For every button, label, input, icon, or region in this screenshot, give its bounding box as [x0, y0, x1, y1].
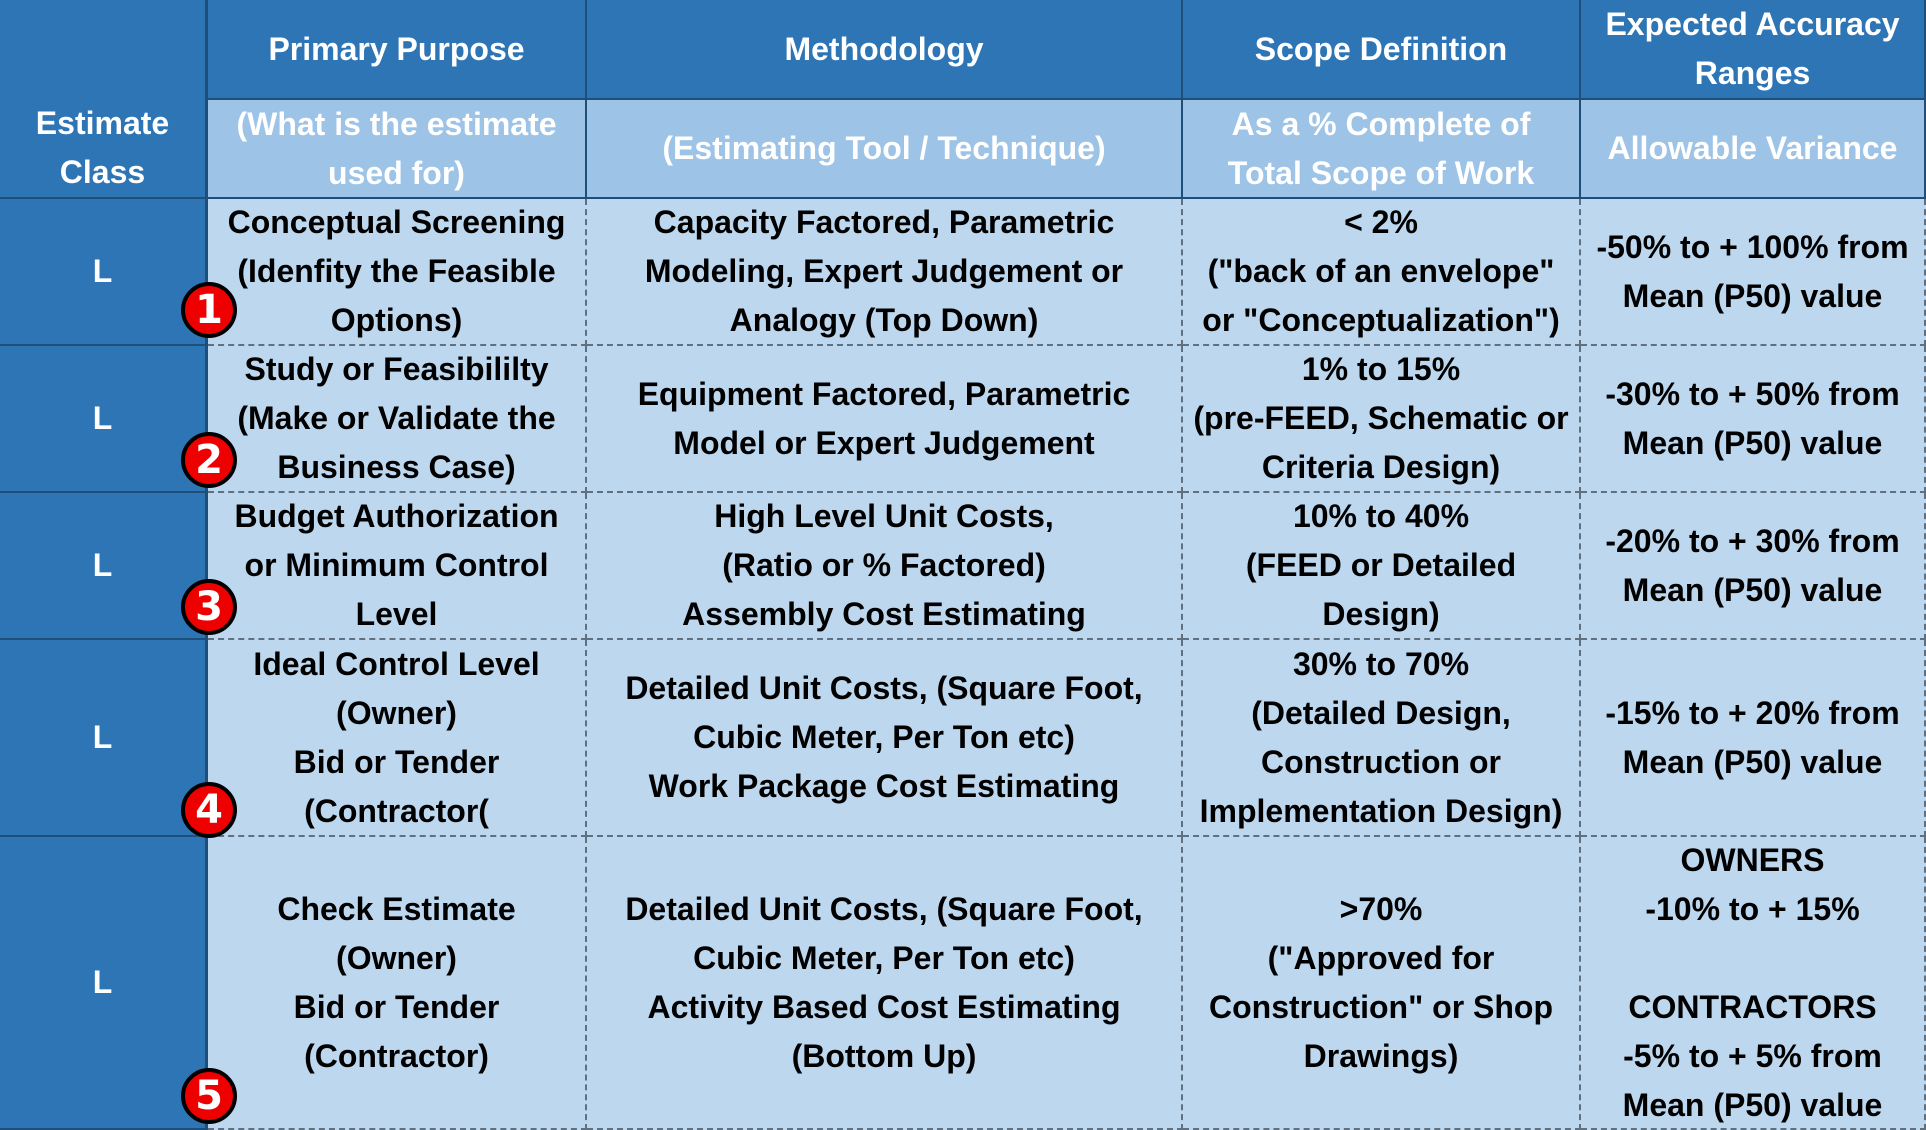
primary-purpose-cell-line: (Owner)	[336, 694, 457, 731]
level-label-line: L	[92, 964, 113, 1000]
scope-definition-cell-line: Construction" or Shop	[1208, 988, 1554, 1025]
primary-purpose-cell-line: Business Case)	[277, 449, 516, 485]
expected-accuracy-cell-line: Mean (P50) value	[1622, 1086, 1883, 1123]
primary-purpose-cell-line: or Minimum Control	[244, 547, 549, 583]
primary-purpose-cell-line: (Owner)	[336, 939, 457, 976]
primary-purpose-cell-line: Ideal Control Level	[253, 645, 540, 682]
expected-accuracy-cell-line: -10% to + 15%	[1645, 890, 1860, 927]
level-label-line: L	[92, 719, 113, 755]
methodology-cell-line: Cubic Meter, Per Ton etc)	[693, 719, 1075, 755]
primary-purpose-cell	[208, 837, 587, 1130]
methodology-cell-line: Cubic Meter, Per Ton etc)	[693, 939, 1075, 976]
level-number-badge: 4	[181, 782, 237, 838]
primary-purpose-subheader	[208, 100, 587, 199]
primary-purpose-cell	[208, 199, 587, 346]
level-label-line: L	[92, 400, 113, 436]
level-label	[0, 199, 208, 346]
primary-purpose-subheader-line: used for)	[328, 154, 465, 191]
scope-definition-cell	[1183, 346, 1581, 493]
expected-accuracy-cell-line: Mean (P50) value	[1622, 277, 1883, 314]
methodology-cell-line: Equipment Factored, Parametric	[637, 375, 1131, 412]
methodology-header-line: Methodology	[784, 30, 984, 67]
scope-definition-cell	[1183, 640, 1581, 837]
methodology-cell-line: Work Package Cost Estimating	[648, 768, 1120, 804]
methodology-cell-line: Detailed Unit Costs, (Square Foot,	[625, 890, 1143, 927]
estimate-class-header-line: Estimate	[35, 105, 170, 141]
scope-definition-header-line: Scope Definition	[1254, 30, 1508, 67]
primary-purpose-cell-line: (Contractor)	[304, 1037, 489, 1074]
primary-purpose-cell-line: Check Estimate	[277, 890, 516, 927]
primary-purpose-cell-line: Bid or Tender	[293, 743, 500, 780]
methodology-cell-line: Modeling, Expert Judgement or	[644, 253, 1124, 289]
primary-purpose-cell	[208, 346, 587, 493]
scope-definition-header	[1183, 0, 1581, 100]
scope-definition-subheader-line: As a % Complete of	[1231, 105, 1531, 142]
expected-accuracy-cell-line: -30% to + 50% from	[1605, 375, 1900, 412]
expected-accuracy-cell-line: CONTRACTORS	[1628, 988, 1877, 1025]
scope-definition-cell-line: ("back of an envelope"	[1207, 253, 1555, 289]
methodology-cell-line: High Level Unit Costs,	[714, 498, 1054, 534]
level-label	[0, 837, 208, 1130]
scope-definition-cell-line: Design)	[1322, 596, 1440, 632]
level-number-badge: 3	[181, 579, 237, 635]
primary-purpose-cell-line: Budget Authorization	[234, 498, 559, 534]
expected-accuracy-cell-line: -15% to + 20% from	[1605, 694, 1900, 731]
scope-definition-cell-line: (Detailed Design,	[1251, 694, 1511, 731]
expected-accuracy-cell-line	[1748, 934, 1757, 983]
expected-accuracy-cell	[1581, 346, 1926, 493]
methodology-cell-line: Capacity Factored, Parametric	[653, 204, 1115, 240]
scope-definition-cell-line: < 2%	[1344, 204, 1418, 240]
scope-definition-cell-line: (pre-FEED, Schematic or	[1193, 400, 1569, 436]
primary-purpose-cell-line: (Contractor(	[304, 792, 489, 829]
scope-definition-cell-line: ("Approved for	[1267, 939, 1495, 976]
expected-accuracy-cell	[1581, 199, 1926, 346]
primary-purpose-cell-line: Study or Feasibililty	[244, 351, 549, 387]
primary-purpose-subheader-line: (What is the estimate	[236, 105, 557, 142]
scope-definition-cell-line: 30% to 70%	[1292, 645, 1470, 682]
expected-accuracy-cell-line: Mean (P50) value	[1622, 424, 1883, 461]
methodology-cell-line: (Bottom Up)	[791, 1037, 977, 1074]
expected-accuracy-cell	[1581, 837, 1926, 1130]
scope-definition-cell-line: (FEED or Detailed	[1245, 547, 1517, 583]
scope-definition-cell-line: Implementation Design)	[1199, 792, 1563, 829]
primary-purpose-header	[208, 0, 587, 100]
level-label	[0, 640, 208, 837]
scope-definition-cell-line: or "Conceptualization")	[1202, 302, 1560, 338]
scope-definition-cell-line: >70%	[1339, 890, 1423, 927]
scope-definition-cell-line: Criteria Design)	[1261, 449, 1501, 485]
scope-definition-cell-line: 1% to 15%	[1301, 351, 1461, 387]
scope-definition-subheader-line: Total Scope of Work	[1227, 154, 1535, 191]
expected-accuracy-cell-line: OWNERS	[1680, 841, 1825, 878]
expected-accuracy-cell-line: -50% to + 100% from	[1596, 228, 1909, 265]
primary-purpose-cell	[208, 493, 587, 640]
expected-accuracy-cell-line: Mean (P50) value	[1622, 743, 1883, 780]
primary-purpose-cell-line: Level	[355, 596, 438, 632]
methodology-header	[587, 0, 1183, 100]
methodology-cell	[587, 640, 1183, 837]
primary-purpose-cell-line: Conceptual Screening	[227, 204, 566, 240]
level-label-line: L	[92, 547, 113, 583]
expected-accuracy-cell-line: -20% to + 30% from	[1605, 522, 1900, 559]
methodology-cell-line: Activity Based Cost Estimating	[647, 988, 1121, 1025]
scope-definition-subheader	[1183, 100, 1581, 199]
methodology-subheader-line: (Estimating Tool / Technique)	[662, 130, 1106, 166]
level-label	[0, 493, 208, 640]
methodology-cell-line: Assembly Cost Estimating	[682, 596, 1086, 632]
expected-accuracy-header	[1581, 0, 1926, 100]
expected-accuracy-cell	[1581, 493, 1926, 640]
level-number-badge: 5	[181, 1068, 237, 1124]
primary-purpose-cell	[208, 640, 587, 837]
primary-purpose-cell-line: (Make or Validate the	[237, 400, 556, 436]
expected-accuracy-cell-line: -5% to + 5% from	[1623, 1037, 1882, 1074]
level-number-badge: 1	[181, 282, 237, 338]
primary-purpose-cell-line: Bid or Tender	[293, 988, 500, 1025]
primary-purpose-cell-line: Options)	[330, 302, 463, 338]
expected-accuracy-cell	[1581, 640, 1926, 837]
scope-definition-cell	[1183, 199, 1581, 346]
expected-accuracy-header-line: Expected Accuracy	[1605, 6, 1900, 42]
primary-purpose-header-line: Primary Purpose	[268, 30, 525, 67]
primary-purpose-cell-line: (Idenfity the Feasible	[237, 253, 556, 289]
scope-definition-cell-line: Construction or	[1261, 743, 1501, 780]
methodology-cell-line: Model or Expert Judgement	[673, 424, 1095, 461]
expected-accuracy-header-line: Ranges	[1694, 55, 1811, 91]
methodology-cell-line: (Ratio or % Factored)	[722, 547, 1046, 583]
scope-definition-cell	[1183, 837, 1581, 1130]
scope-definition-cell-line: 10% to 40%	[1292, 498, 1470, 534]
methodology-cell	[587, 346, 1183, 493]
expected-accuracy-subheader-line: Allowable Variance	[1607, 130, 1898, 166]
methodology-subheader	[587, 100, 1183, 199]
expected-accuracy-subheader	[1581, 100, 1926, 199]
level-number-badge: 2	[181, 432, 237, 488]
level-label	[0, 346, 208, 493]
estimate-class-header-line: Class	[59, 154, 146, 190]
methodology-cell	[587, 493, 1183, 640]
methodology-cell	[587, 199, 1183, 346]
methodology-cell-line: Analogy (Top Down)	[729, 302, 1039, 338]
scope-definition-cell	[1183, 493, 1581, 640]
methodology-cell	[587, 837, 1183, 1130]
scope-definition-cell-line: Drawings)	[1303, 1037, 1459, 1074]
estimate-class-header	[0, 0, 208, 199]
expected-accuracy-cell-line: Mean (P50) value	[1622, 571, 1883, 608]
level-label-line: L	[92, 253, 113, 289]
methodology-cell-line: Detailed Unit Costs, (Square Foot,	[625, 670, 1143, 706]
